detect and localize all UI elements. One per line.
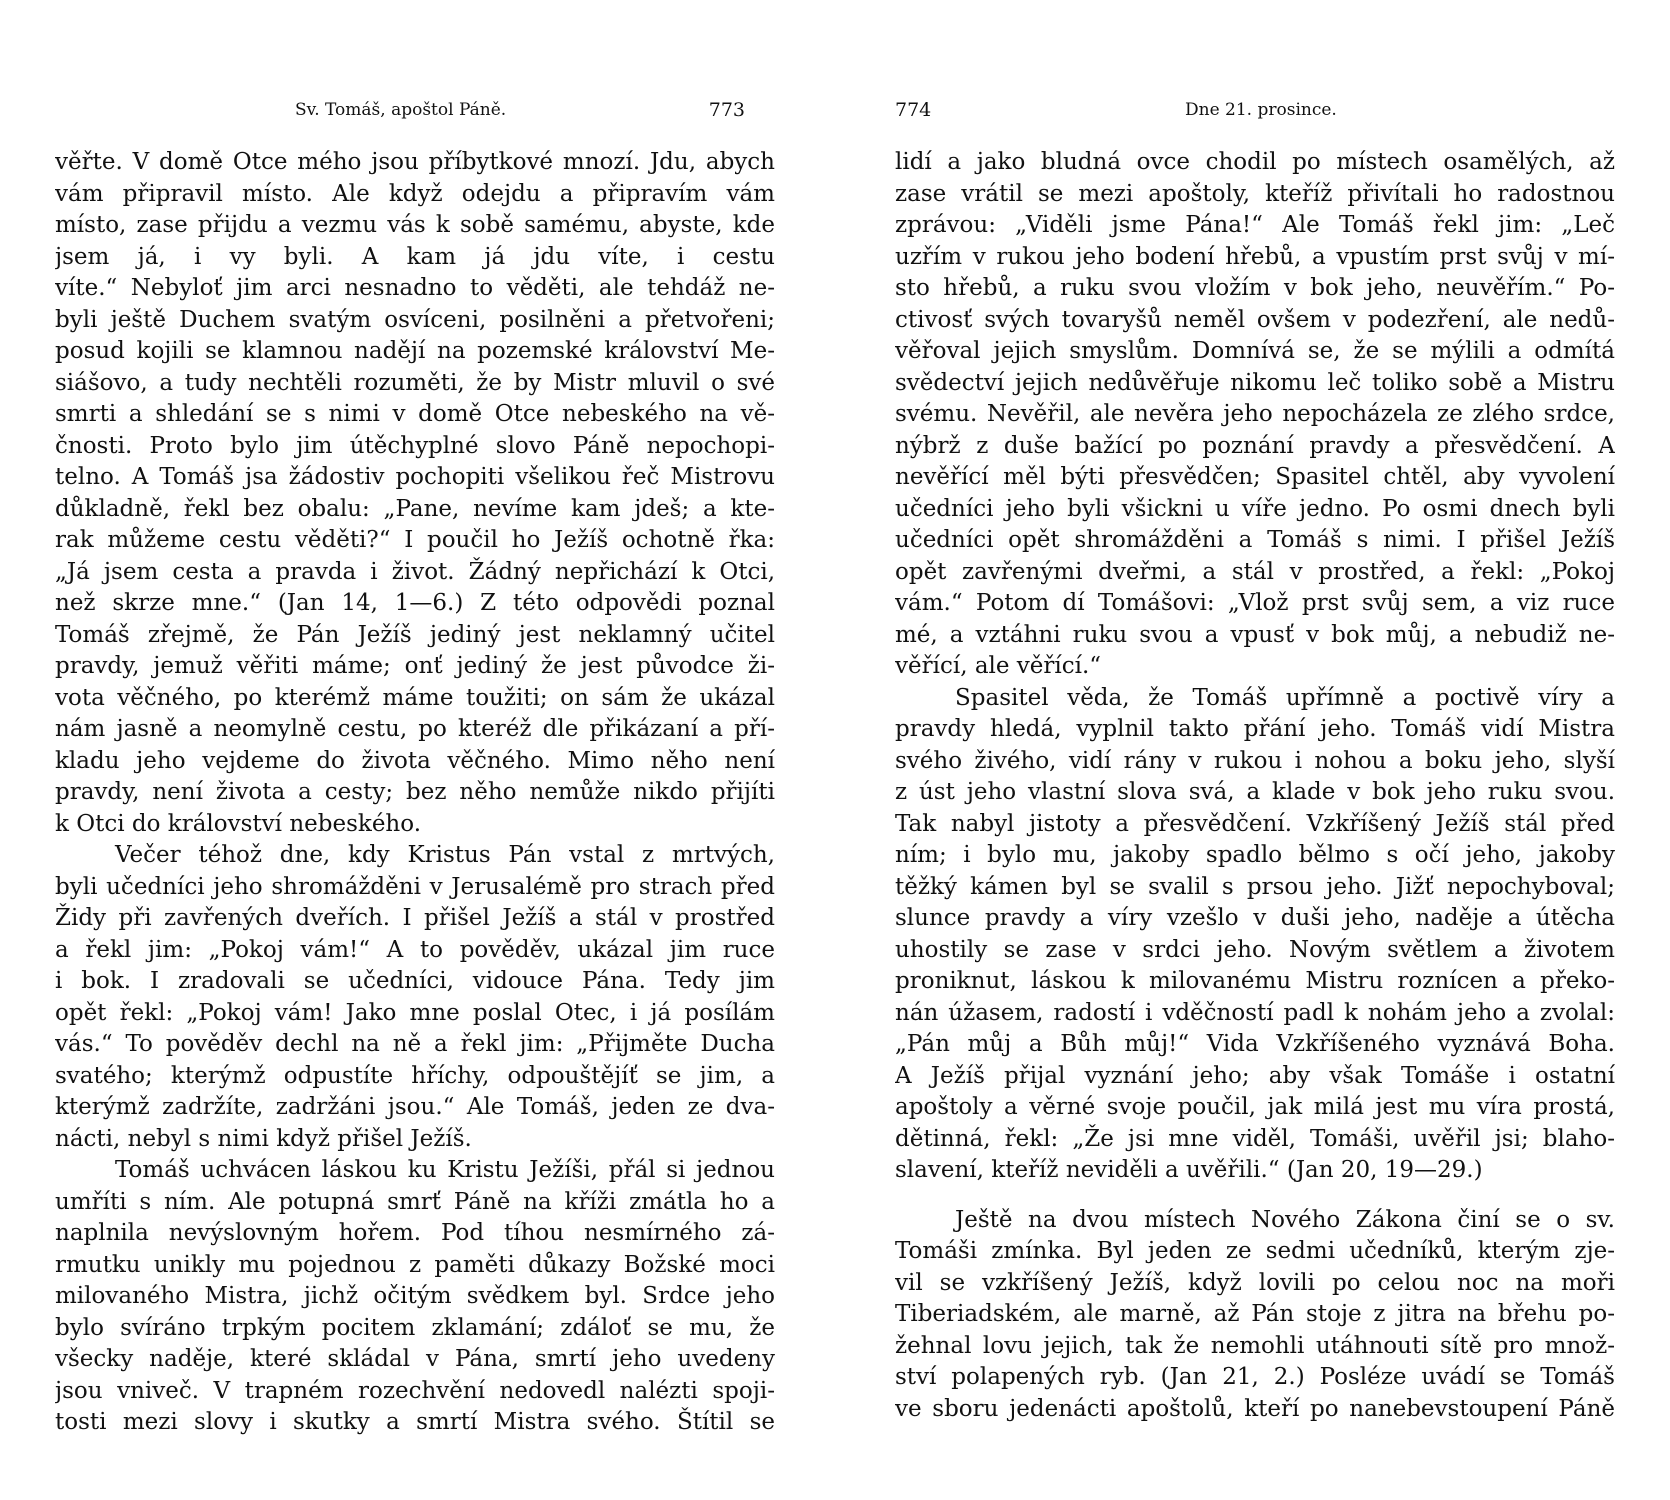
text-line: i bok. I zradovali se učedníci, vidouce Pána. Tedy jim [55, 968, 775, 994]
text-line: milovaného Mistra, jichž očitým svědkem byl. Srdce jeho [55, 1283, 775, 1309]
text-line: posud kojili se klamnou nadějí na pozemské království Me- [55, 338, 775, 364]
text-line: čnosti. Proto bylo jim útěchyplné slovo Páně nepochopi- [55, 432, 775, 459]
text-line: Židy při zavřených dveřích. I přišel Ježíš a stál v prostřed [55, 905, 775, 931]
text-line: nýbrž z duše bažící po poznání pravdy a přesvědčení. A [895, 432, 1615, 459]
text-line: pravdy hledá, vyplnil takto přání jeho. Tomáš vidí Mistra [895, 716, 1615, 742]
text-line: proniknut, láskou k milovanému Mistru roznícen a překo- [895, 968, 1615, 994]
text-line: věřoval jejich smyslům. Domnívá se, že se mýlili a odmítá [895, 338, 1615, 364]
text-line: zase vrátil se mezi apoštoly, kteříž přivítali ho radostnou [895, 180, 1615, 207]
paragraph-first-line: Večer téhož dne, kdy Kristus Pán vstal z mrtvých, [115, 842, 775, 868]
paragraph-first-line: Spasitel věda, že Tomáš upřímně a poctivě víry a [955, 684, 1615, 711]
text-line: nán úžasem, radostí i vděčností padl k nohám jeho a zvolal: [895, 999, 1615, 1026]
right-running-head [895, 95, 1615, 125]
left-page-number: 773 [708, 99, 745, 121]
text-line: opět zavřenými dveřmi, a stál v prostřed, a řekl: „Pokoj [895, 558, 1615, 585]
text-line: vota věčného, po kterémž máme toužiti; on sám že ukázal [55, 684, 775, 711]
paragraph-gap [895, 1187, 1615, 1205]
text-line: tosti mezi slovy i skutky a smrtí Mistra svého. Štítil se [55, 1409, 775, 1435]
text-line: svědectví jejich nedůvěřuje nikomu leč toliko sobě a Mistru [895, 369, 1615, 396]
text-line: „Já jsem cesta a pravda i život. Žádný nepřichází k Otci, [55, 558, 775, 585]
text-line: nám jasně a neomylně cestu, po kteréž dle přikázaní a pří- [55, 716, 775, 742]
text-line: zprávou: „Viděli jsme Pána!“ Ale Tomáš řekl jim: „Leč [895, 212, 1615, 238]
left-page [55, 0, 775, 1500]
text-line: uhostily se zase v srdci jeho. Novým světlem a životem [895, 936, 1615, 963]
text-line: učedníci jeho byli všickni u víře jedno. Po osmi dnech byli [895, 495, 1615, 522]
text-line: ctivosť svých tovaryšů neměl ovšem v podezření, ale nedů- [895, 306, 1615, 333]
text-line: bylo svíráno trpkým pocitem zklamání; zdáloť se mu, že [55, 1314, 775, 1341]
text-line: umříti s ním. Ale potupná smrť Páně na kříži zmátla ho a [55, 1188, 775, 1215]
text-line: Tomáš zřejmě, že Pán Ježíš jediný jest neklamný učitel [55, 621, 775, 648]
text-line: opět řekl: „Pokoj vám! Jako mne poslal Otec, i já posílám [55, 999, 775, 1026]
text-line: rmutku unikly mu pojednou z paměti důkazy Božské moci [55, 1251, 775, 1278]
text-line: siášovo, a tudy nechtěli rozuměti, že by Mistr mluvil o své [55, 369, 775, 396]
text-line: všecky naděje, které skládal v Pána, smrtí jeho uvedeny [55, 1346, 775, 1372]
text-line: učedníci opět shromážděni a Tomáš s nimi. I přišel Ježíš [895, 527, 1615, 553]
right-running-title: Dne 21. prosince. [1185, 100, 1337, 120]
text-line: apoštoly a věrné svoje poučil, jak milá jest mu víra prostá, [895, 1094, 1615, 1120]
text-line: a řekl jim: „Pokoj vám!“ A to pověděv, ukázal jim ruce [55, 936, 775, 963]
text-line: nácti, nebyl s nimi když přišel Ježíš. [55, 1125, 472, 1152]
text-line: těžký kámen byl se svalil s prsou jeho. Jižť nepochyboval; [895, 873, 1615, 900]
text-line: než skrze mne.“ (Jan 14, 1—6.) Z této odpovědi poznal [55, 590, 775, 616]
text-line: jsem já, i vy byli. A kam já jdu víte, i cestu [55, 243, 775, 270]
text-line: ve sboru jedenácti apoštolů, kteří po nanebevstoupení Páně [895, 1395, 1615, 1422]
text-line: kterýmž zadržíte, zadržáni jsou.“ Ale Tomáš, jeden ze dva- [55, 1094, 775, 1120]
text-line: mé, a vztáhni ruku svou a vpusť v bok můj, a nebudiž ne- [895, 621, 1615, 648]
text-line: věřte. V domě Otce mého jsou příbytkové mnozí. Jdu, abych [55, 149, 775, 175]
text-line: víte.“ Nebyloť jim arci nesnadno to věděti, ale tehdáž ne- [55, 275, 775, 301]
text-line: byli učedníci jeho shromážděni v Jerusalémě pro strach před [55, 873, 775, 900]
text-line: slavení, kteříž neviděli a uvěřili.“ (Jan 20, 19—29.) [895, 1157, 1483, 1183]
text-line: k Otci do království nebeského. [55, 810, 422, 837]
right-page-number: 774 [895, 99, 932, 121]
text-line: svého živého, vidí rány v rukou i nohou a boku jeho, slyší [895, 747, 1615, 774]
text-line: telno. A Tomáš jsa žádostiv pochopiti všelikou řeč Mistrovu [55, 464, 775, 490]
text-line: smrti a shledání se s nimi v domě Otce nebeského na vě- [55, 401, 775, 427]
text-line: sto hřebů, a ruku svou vložím v bok jeho, neuvěřím.“ Po- [895, 275, 1615, 301]
paragraph-first-line: Tomáš uchvácen láskou ku Kristu Ježíši, přál si jednou [115, 1157, 775, 1183]
text-line: věřící, ale věřící.“ [895, 653, 1102, 679]
text-line: pravdy, jemuž věřiti máme; onť jediný že jest původce ži- [55, 653, 775, 679]
text-line: z úst jeho vlastní slova svá, a klade v bok jeho ruku svou. [895, 779, 1615, 805]
text-line: vám připravil místo. Ale když odejdu a připravím vám [55, 180, 775, 207]
text-line: kladu jeho vejdeme do života věčného. Mimo něho není [55, 747, 775, 774]
text-line: svému. Nevěřil, ale nevěra jeho nepocházela ze zlého srdce, [895, 401, 1615, 427]
text-line: Tiberiadském, ale marně, až Pán stoje z jitra na břehu po- [895, 1301, 1615, 1327]
text-line: vil se vzkříšený Ježíš, když lovili po celou noc na moři [895, 1269, 1615, 1296]
text-line: rak můžeme cestu věděti?“ I poučil ho Ježíš ochotně řka: [55, 527, 775, 553]
text-line: slunce pravdy a víry vzešlo v duši jeho, naděje a útěcha [895, 905, 1615, 931]
text-line: byli ještě Duchem svatým osvíceni, posilněni a přetvořeni; [55, 306, 775, 333]
right-page-text [895, 147, 1615, 1425]
text-line: Tomáši zmínka. Byl jeden ze sedmi učedníků, kterým zje- [895, 1238, 1615, 1264]
text-line: dětinná, řekl: „Že jsi mne viděl, Tomáši, uvěřil jsi; blaho- [895, 1125, 1615, 1152]
text-line: vás.“ To pověděv dechl na ně a řekl jim: „Přijměte Ducha [55, 1031, 775, 1057]
left-page-text [55, 147, 775, 1439]
text-line: „Pán můj a Bůh můj!“ Vida Vzkříšeného vyznává Boha. [895, 1031, 1615, 1057]
text-line: lidí a jako bludná ovce chodil po místech osamělých, až [895, 149, 1615, 175]
text-line: A Ježíš přijal vyznání jeho; aby však Tomáše i ostatní [895, 1062, 1615, 1089]
paragraph-first-line: Ještě na dvou místech Nového Zákona činí se o sv. [955, 1206, 1615, 1233]
text-line: nevěřící měl býti přesvědčen; Spasitel chtěl, aby vyvolení [895, 464, 1615, 490]
left-running-title: Sv. Tomáš, apoštol Páně. [295, 100, 507, 120]
right-page [895, 0, 1615, 1500]
text-line: uzřím v rukou jeho bodení hřebů, a vpustím prst svůj v mí- [895, 243, 1615, 270]
left-running-head [55, 95, 775, 125]
text-line: ství polapených ryb. (Jan 21, 2.) Posléze uvádí se Tomáš [895, 1364, 1615, 1390]
text-line: důkladně, řekl bez obalu: „Pane, nevíme kam jdeš; a kte- [55, 495, 775, 522]
text-line: pravdy, není života a cesty; bez něho nemůže nikdo přijíti [55, 779, 775, 805]
text-line: naplnila nevýslovným hořem. Pod tíhou nesmírného zá- [55, 1220, 775, 1246]
text-line: vám.“ Potom dí Tomášovi: „Vlož prst svůj sem, a viz ruce [895, 590, 1615, 616]
text-line: jsou vniveč. V trapném rozechvění nedovedl nalézti spoji- [55, 1377, 775, 1404]
text-line: svatého; kterýmž odpustíte hříchy, odpouštějíť se jim, a [55, 1062, 775, 1089]
text-line: místo, zase přijdu a vezmu vás k sobě samému, abyste, kde [55, 212, 775, 238]
text-line: žehnal lovu jejich, tak že nemohli utáhnouti sítě pro množ- [895, 1332, 1615, 1359]
text-line: Tak nabyl jistoty a přesvědčení. Vzkříšený Ježíš stál před [895, 810, 1615, 837]
text-line: ním; i bylo mu, jakoby spadlo bělmo s očí jeho, jakoby [895, 842, 1615, 868]
